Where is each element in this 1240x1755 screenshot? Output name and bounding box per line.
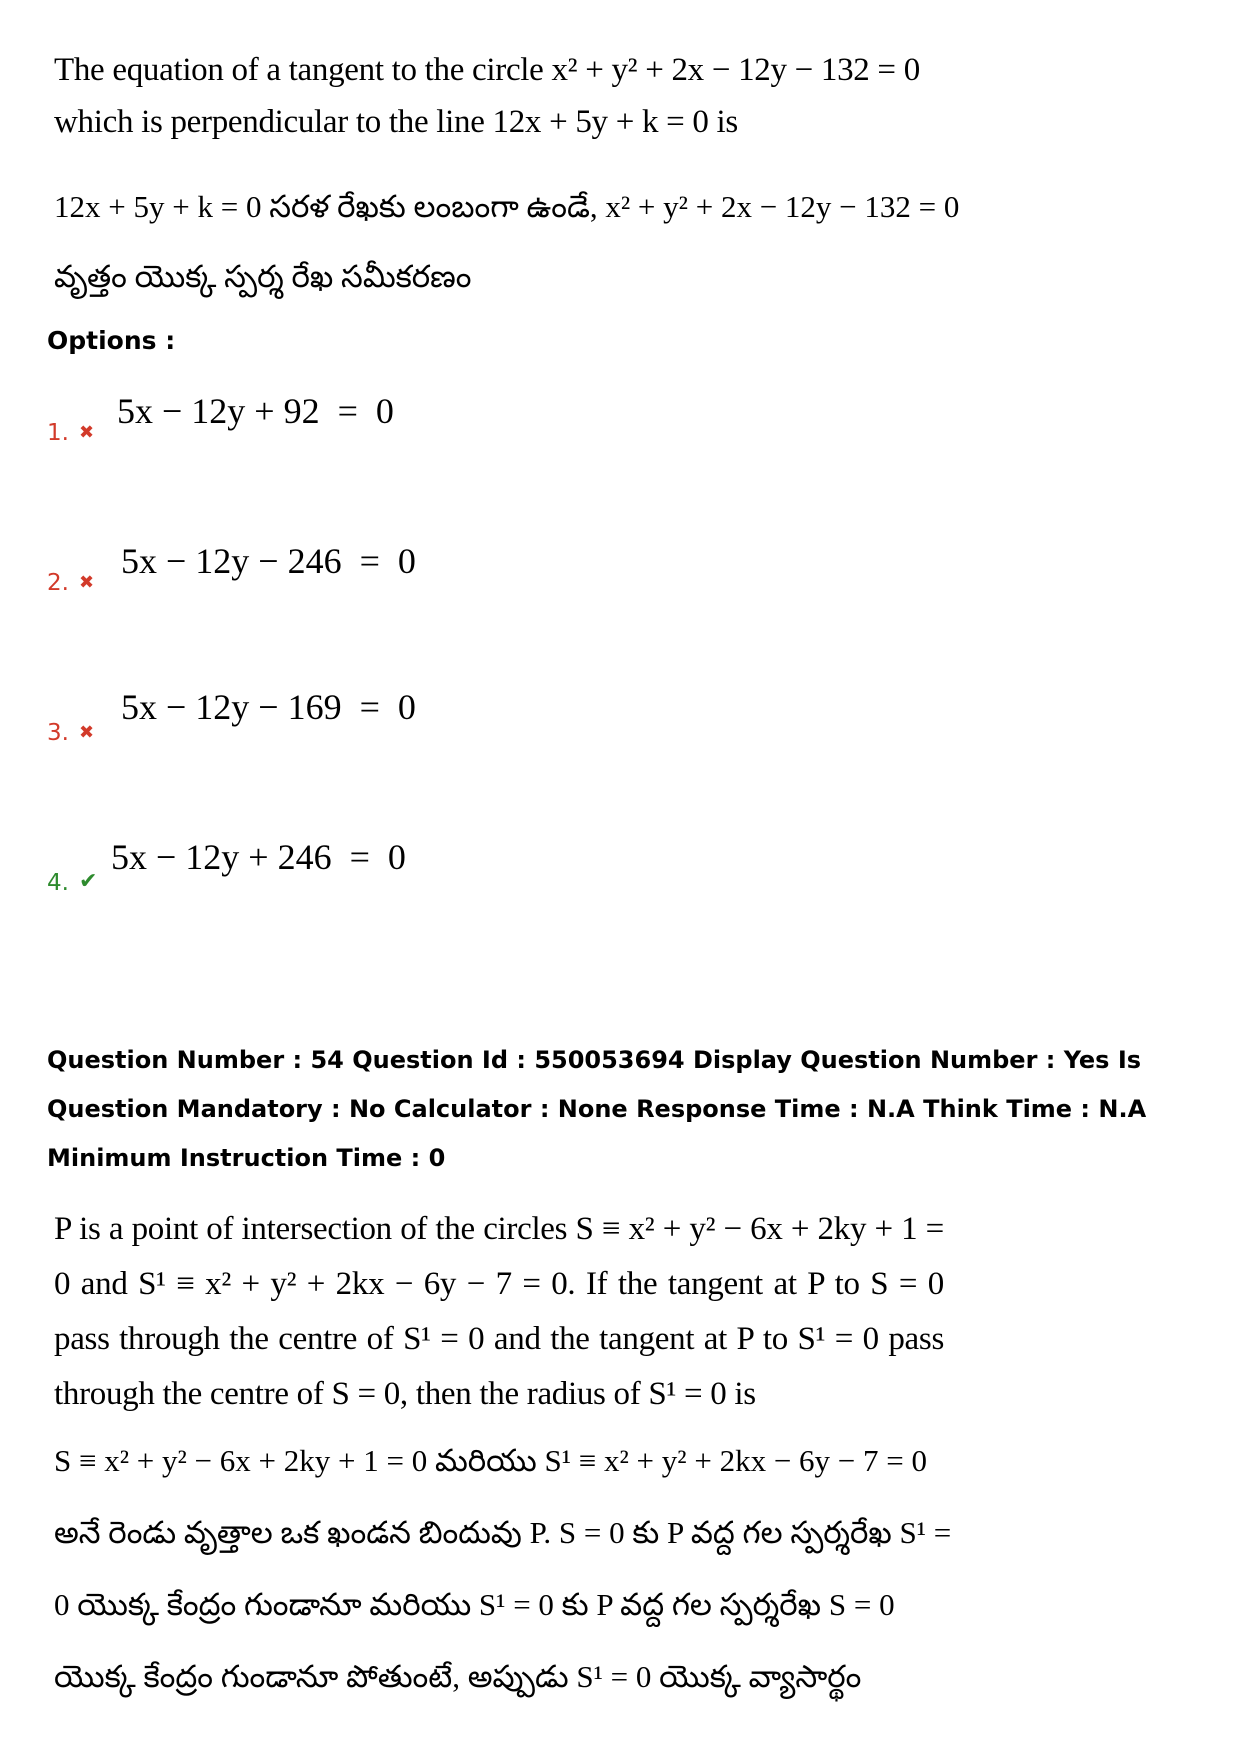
option-equation: 5x − 12y + 246 = 0 <box>111 837 406 877</box>
cross-icon: ✖ <box>79 572 95 592</box>
option-number: 1. <box>47 420 69 446</box>
option-equation: 5x − 12y − 169 = 0 <box>121 687 416 727</box>
question-2-text-telugu: S ≡ x² + y² − 6x + 2ky + 1 = 0 మరియు S¹ ≡ x² + y² + 2kx − 6y − 7 = 0 అనే రెండు వృత్తాల ఒక ఖండన బిందువు P. S = 0 కు P వద్ద గల స్పర్శరేఖ S¹ = 0 యొక్క కేంద్రం గుండానూ మరియు S¹ = 0 కు P వద్ద గల స్పర్శరేఖ S = 0 యొక్క కేంద్రం గుండానూ పోతుంటే, అప్పుడు S¹ = 0 యొక్క వ్యాసార్థం <box>54 1443 952 1694</box>
option-2[interactable] <box>47 540 647 600</box>
question-meta: Question Number : 54 Question Id : 550053694 Display Question Number : Yes Is Question Mandatory : No Calculator : None Response Time : N.A Think Time : N.A Minimum Instruction Time : 0 <box>47 1046 1147 1172</box>
option-1[interactable] <box>47 390 647 450</box>
option-number: 4. <box>47 870 69 896</box>
question-2-text-english: P is a point of intersection of the circles S ≡ x² + y² − 6x + 2ky + 1 = 0 and S¹ ≡ x² + y² + 2kx − 6y − 7 = 0. If the tangent at P to S = 0 pass through the centre of S¹ = 0 and the tangent at P to S¹ = 0 pass through the centre of S = 0, then the radius of S¹ = 0 is <box>54 1211 944 1412</box>
option-number: 3. <box>47 720 69 746</box>
option-4[interactable] <box>47 837 647 900</box>
option-3[interactable] <box>47 687 647 750</box>
check-icon: ✔ <box>79 868 98 893</box>
question-text-english: The equation of a tangent to the circle x² + y² + 2x − 12y − 132 = 0 which is perpendicular to the line 12x + 5y + k = 0 is <box>54 52 920 140</box>
options-label: Options : <box>47 326 176 355</box>
option-equation: 5x − 12y − 246 = 0 <box>121 541 416 581</box>
question-text-telugu: 12x + 5y + k = 0 సరళ రేఖకు లంబంగా ఉండే, x² + y² + 2x − 12y − 132 = 0 వృత్తం యొక్క స్పర్శ రేఖ సమీకరణం <box>54 189 960 294</box>
cross-icon: ✖ <box>79 422 95 442</box>
option-equation: 5x − 12y + 92 = 0 <box>117 391 394 431</box>
cross-icon: ✖ <box>79 722 95 742</box>
option-number: 2. <box>47 570 69 596</box>
